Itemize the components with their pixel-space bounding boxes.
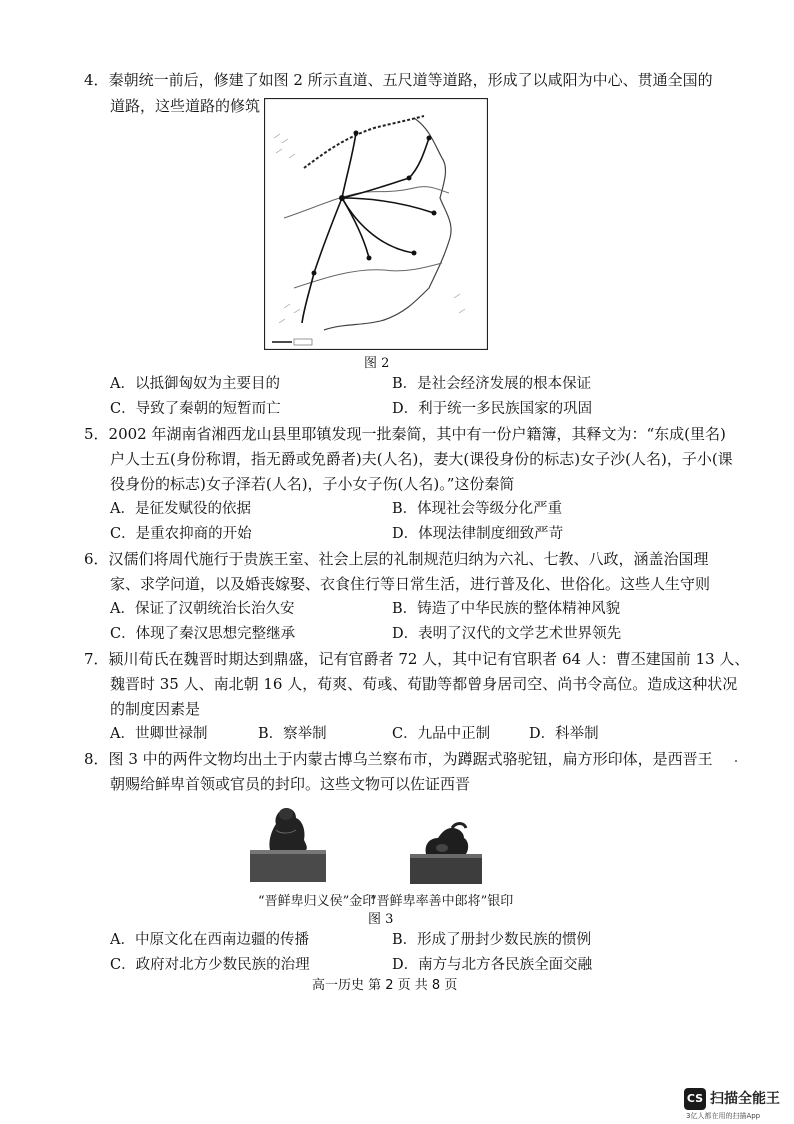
q7-number: 7 [84, 650, 94, 668]
q4-option-c: C．导致了秦朝的短暂而亡 [110, 401, 281, 417]
camscanner-logo: CS [684, 1088, 706, 1110]
q6-number: 6 [84, 550, 94, 568]
page-footer: 高一历史 第 2 页 共 8 页 [312, 978, 458, 993]
q5-number: 5 [84, 425, 94, 443]
speck-mark [735, 760, 737, 762]
q4-line2: 道路，这些道路的修筑 [110, 97, 261, 115]
q8-option-c: C．政府对北方少数民族的治理 [110, 957, 310, 973]
q8-line2: 朝赐给鲜卑首领或官员的封印。这些文物可以佐证西晋 [110, 775, 471, 793]
q8-number: 8 [84, 750, 94, 768]
q4-line1: 4．秦朝统一前后，修建了如图 2 所示直道、五尺道等道路，形成了以咸阳为中心、贯通全国的 [84, 71, 713, 89]
q4-option-b: B．是社会经济发展的根本保证 [392, 376, 592, 392]
q7-option-a: A．世卿世禄制 [110, 726, 208, 742]
q8-line1: 8．图 3 中的两件文物均出土于内蒙古博乌兰察布市，为蹲踞式骆驼钮，扁方形印体，是西晋王 [84, 750, 713, 768]
q6-option-a: A．保证了汉朝统治长治久安 [110, 601, 295, 617]
figure2-caption: 图 2 [364, 356, 390, 371]
q8-option-b: B．形成了册封少数民族的惯例 [392, 932, 592, 948]
q6-option-c: C．体现了秦汉思想完整继承 [110, 626, 296, 642]
q8-option-a: A．中原文化在西南边疆的传播 [110, 932, 309, 948]
gold-seal-image [246, 800, 330, 886]
gold-seal-caption: “晋鲜卑归义侯”金印 [258, 894, 376, 909]
q7-option-c: C．九品中正制 [392, 726, 491, 742]
q6-line2: 家、求学问道，以及婚丧嫁娶、衣食住行等日常生活，进行普及化、世俗化。这些人生守则 [110, 575, 711, 593]
q6-option-b: B．铸造了中华民族的整体精神风貌 [392, 601, 621, 617]
q7-option-b: B．察举制 [258, 726, 327, 742]
q5-option-b: B．体现社会等级分化严重 [392, 501, 563, 517]
q4-option-a: A．以抵御匈奴为主要目的 [110, 376, 280, 392]
camscanner-name: 扫描全能王 [710, 1091, 780, 1107]
q5-option-a: A．是征发赋役的依据 [110, 501, 251, 517]
q6-line1: 6．汉儒们将周代施行于贵族王室、社会上层的礼制规范归纳为六礼、七教、八政，涵盖治国理 [84, 550, 709, 568]
q4-option-d: D．利于统一多民族国家的巩固 [392, 401, 593, 417]
q7-line2: 魏晋时 35 人、南北朝 16 人，荀爽、荀彧、荀勖等都曾身居司空、尚书令高位。造成这种状况 [110, 675, 738, 693]
silver-seal-image [406, 818, 486, 888]
q5-line2: 户人士五(身份称谓，指无爵或免爵者)夫(人名)，妻大(课役身份的标志)女子沙(人名)，子小(课 [110, 450, 733, 468]
q6-option-d: D．表明了汉代的文学艺术世界领先 [392, 626, 622, 642]
q5-line1: 5．2002 年湖南省湘西龙山县里耶镇发现一批秦简，其中有一份户籍簿，其释文为：“东成(里名) [84, 425, 726, 443]
q5-option-d: D．体现法律制度细致严苛 [392, 526, 564, 542]
qin-roads-map [264, 98, 488, 350]
q5-line3: 役身份的标志)女子泽若(人名)，子小女子伤(人名)。”这份秦简 [110, 475, 515, 493]
q8-option-d: D．南方与北方各民族全面交融 [392, 957, 593, 973]
q7-option-d: D．科举制 [529, 726, 599, 742]
camscanner-tagline: 3亿人都在用的扫描App [686, 1112, 761, 1120]
q4-number: 4 [84, 71, 94, 89]
figure3-caption: 图 3 [368, 912, 394, 927]
q7-line3: 的制度因素是 [110, 700, 201, 718]
q7-line1: 7．颍川荀氏在魏晋时期达到鼎盛，记有官爵者 72 人，其中记有官职者 64 人：曹丕建国前 13 人、 [84, 650, 750, 668]
q5-option-c: C．是重农抑商的开始 [110, 526, 252, 542]
silver-seal-caption: “晋鲜卑率善中郎将”银印 [370, 894, 514, 909]
